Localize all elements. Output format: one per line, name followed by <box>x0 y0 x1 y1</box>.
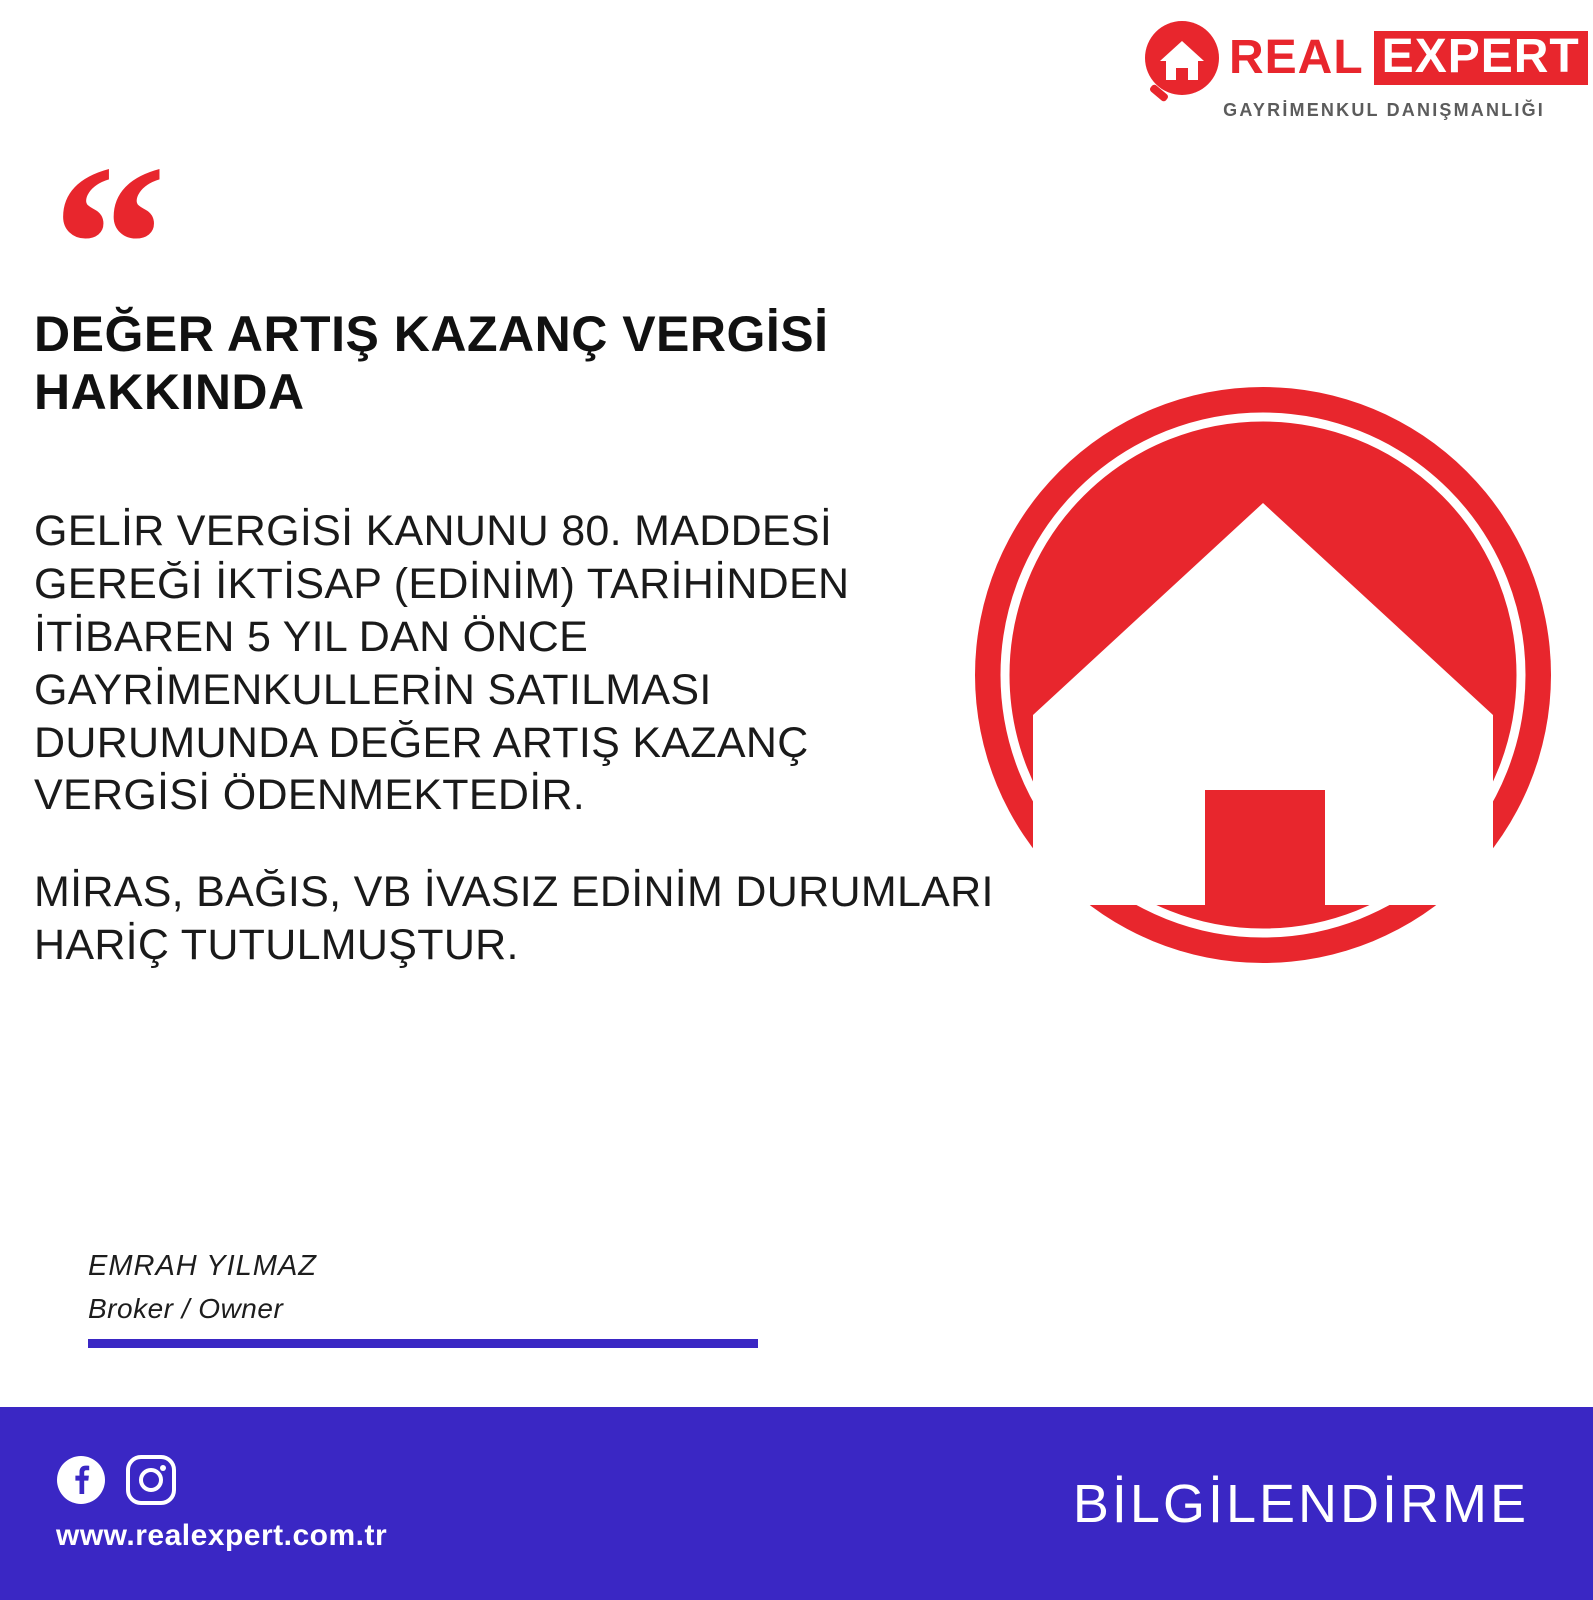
social-links <box>56 1455 387 1505</box>
body-paragraph-1: GELİR VERGİSİ KANUNU 80. MADDESİ GEREĞİ İKTİSAP (EDİNİM) TARİHİNDEN İTİBAREN 5 YIL DAN ÖNCE GAYRİMENKULLERİN SATILMASI DURUMUNDA DEĞER ARTIŞ KAZANÇ VERGİSİ ÖDENMEKTEDİR. <box>34 507 850 820</box>
website-link[interactable]: www.realexpert.com.tr <box>56 1518 388 1552</box>
signature-name: EMRAH YILMAZ <box>88 1250 318 1282</box>
body-text <box>34 505 994 972</box>
body-paragraph-2: MİRAS, BAĞIS, VB İVASIZ EDİNİM DURUMLARI HARİÇ TUTULMUŞTUR. <box>34 868 994 970</box>
signature-block <box>88 1250 768 1348</box>
signature-divider <box>88 1339 758 1348</box>
page-title: DEĞER ARTIŞ KAZANÇ VERGİSİ HAKKINDA <box>34 306 829 420</box>
footer-left <box>0 1455 387 1553</box>
quotation-mark-icon: “ <box>52 117 167 372</box>
house-in-magnifier-icon <box>1145 21 1219 95</box>
footer-label: BİLGİLENDİRME <box>1072 1473 1529 1534</box>
brand-logo <box>1145 22 1580 132</box>
house-circle-emblem-icon <box>973 385 1553 965</box>
brand-logo-row <box>1145 22 1580 94</box>
brand-name-primary: REAL <box>1229 31 1364 84</box>
signature-role: Broker / Owner <box>88 1293 284 1324</box>
facebook-icon[interactable] <box>56 1455 106 1505</box>
brand-tagline: GAYRİMENKUL DANIŞMANLIĞI <box>1223 100 1545 120</box>
footer-bar <box>0 1407 1593 1600</box>
instagram-icon[interactable] <box>126 1455 176 1505</box>
brand-name-secondary: EXPERT <box>1374 31 1588 85</box>
